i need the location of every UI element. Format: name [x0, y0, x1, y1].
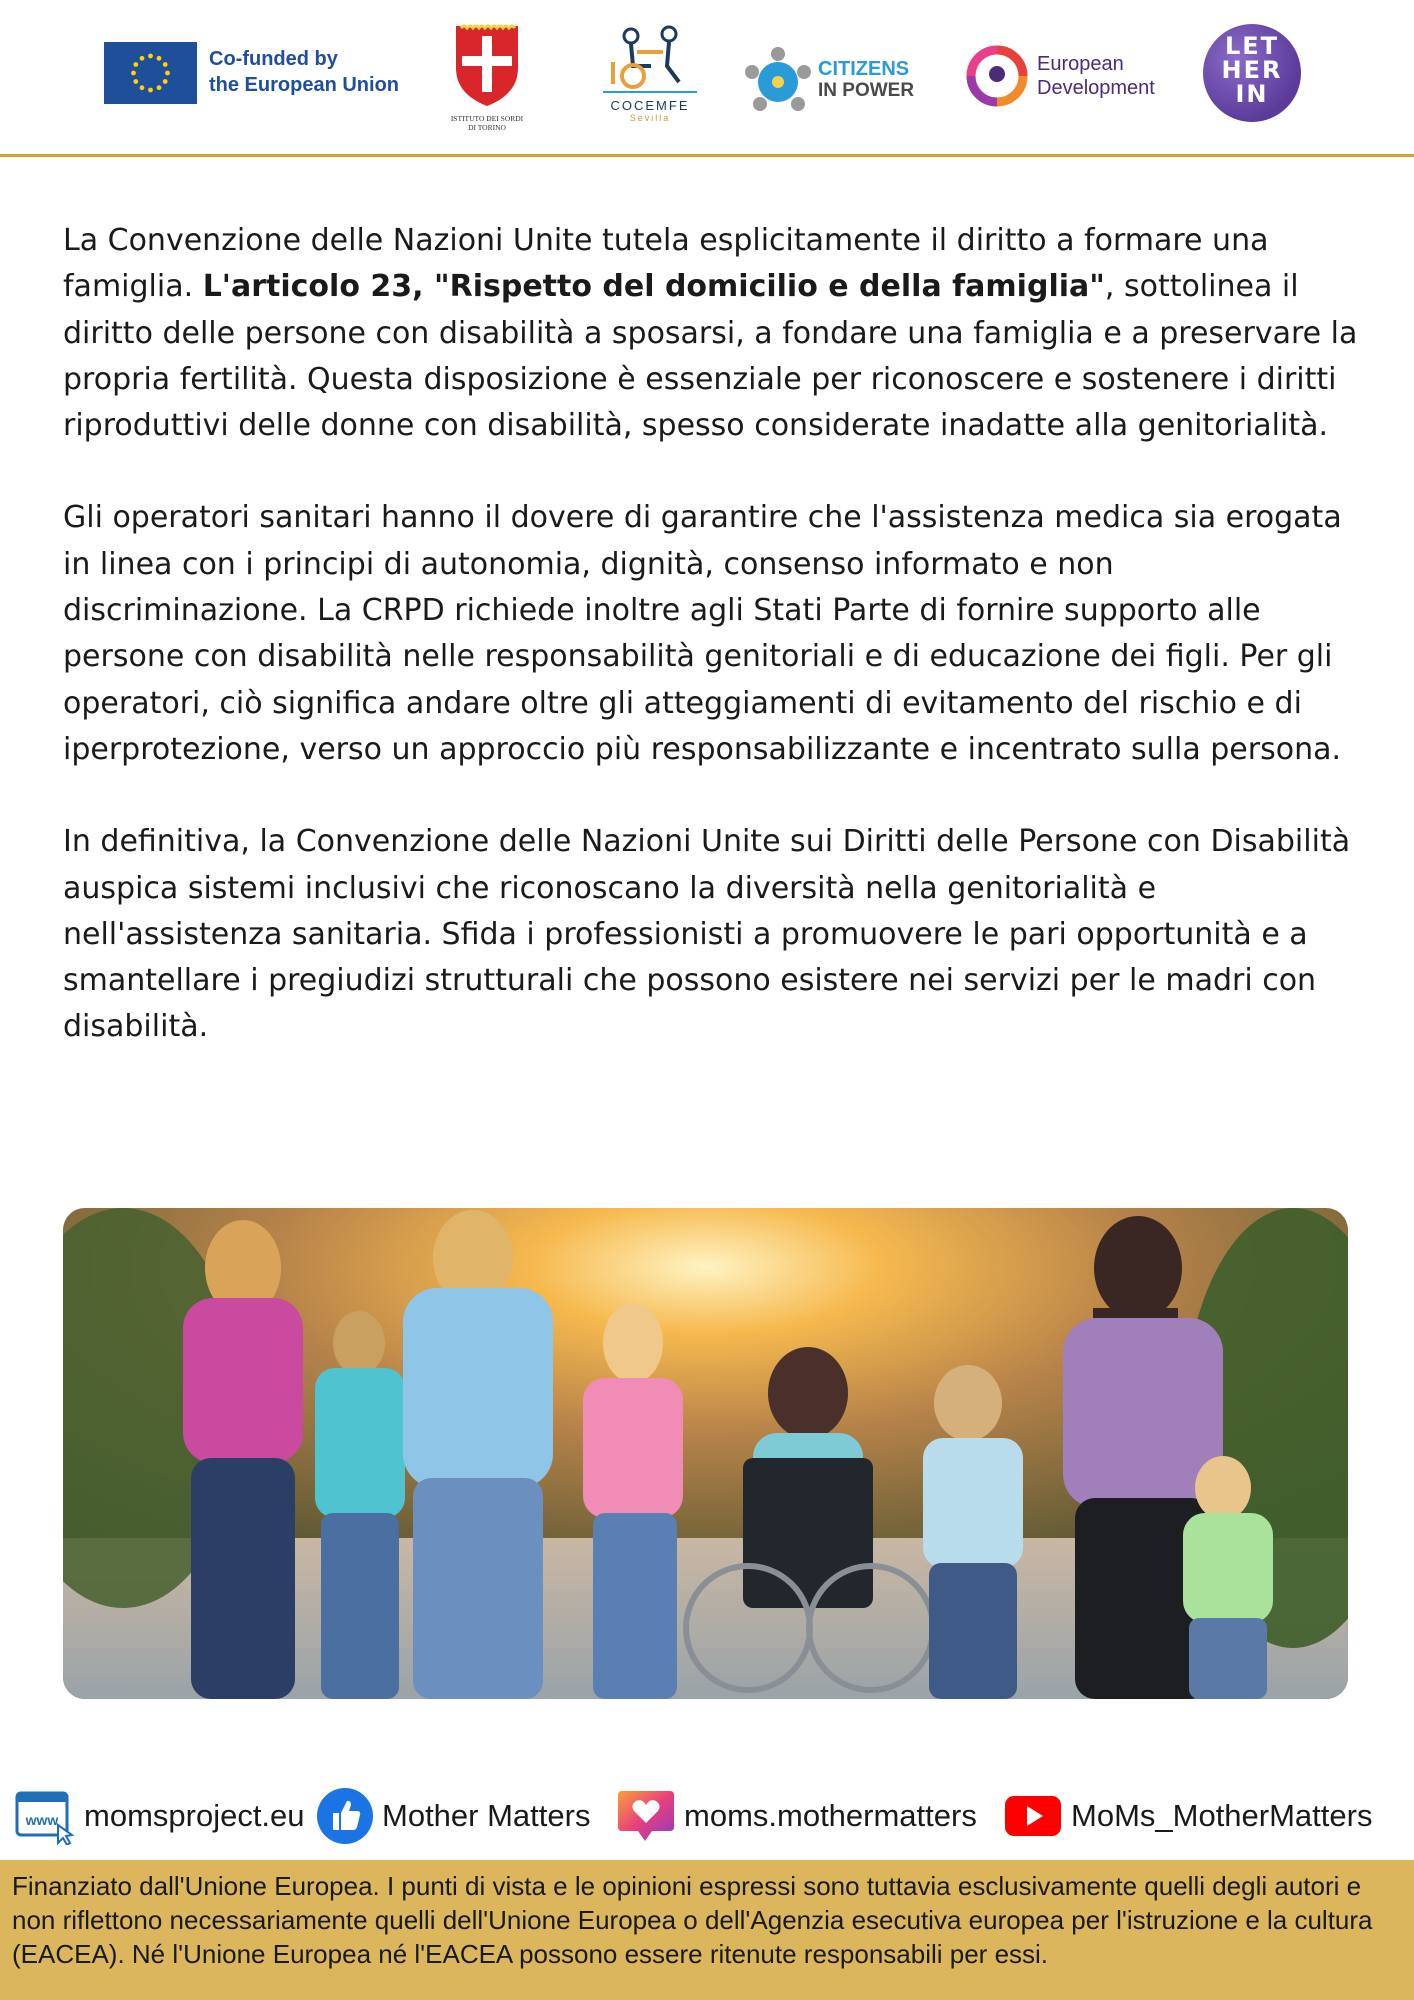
logo-header	[0, 0, 1414, 154]
funding-disclaimer-footer	[0, 1860, 1414, 2000]
disclaimer-text: Finanziato dall'Unione Europea. I punti di vista e le opinioni espressi sono tuttavia esclusivamente quelli degli autori e non riflettono necessariamente quelli dell'Unione Europea o dell'Agenzia esecutiva europea per l'istruzione e la cultura (EACEA). Né l'Unione Europea né l'EACEA possono essere ritenute responsabili per essi.	[12, 1871, 1373, 1969]
heart-chat-icon	[616, 1787, 676, 1845]
cocemfe-logo	[590, 22, 710, 123]
eu-cofunded-text	[209, 46, 399, 98]
paragraph-1-intro: La Convenzione delle Nazioni Unite tutela esplicitamente il diritto a formare una famiglia.	[63, 223, 1269, 305]
shield-cross-icon	[452, 22, 522, 108]
cocemfe-sublabel: Sevilla	[629, 113, 671, 123]
www-icon	[14, 1787, 76, 1845]
website-label: momsproject.eu	[84, 1798, 305, 1833]
molecule-icon	[742, 46, 814, 116]
header-divider	[0, 154, 1414, 157]
citizens-in-power-logo	[742, 46, 922, 116]
youtube-label: MoMs_MotherMatters	[1071, 1798, 1373, 1833]
letherin-line2: HER	[1221, 56, 1283, 84]
people-wheelchair-icon	[595, 22, 705, 94]
let-her-in-logo	[1203, 24, 1301, 122]
eu-text-line2: the European Union	[209, 74, 399, 96]
paragraph-1-rest: , sottolinea il diritto delle persone con disabilità a sposarsi, a fondare una famiglia e a preservare la propria fertilità. Questa disposizione è essenziale per riconoscere e sostenere i diritti riproduttivi delle donne con disabilità, spesso considerate inadatte alla genitorialità.	[63, 269, 1358, 444]
svg-text:www: www	[25, 1812, 59, 1828]
citizens-line2: IN POWER	[818, 80, 915, 101]
cocemfe-label: COCEMFE	[610, 98, 690, 113]
facebook-link[interactable]	[316, 1786, 590, 1846]
eudev-line1: European	[1037, 53, 1124, 75]
thumbs-up-icon	[316, 1787, 374, 1845]
family-photo	[63, 1208, 1348, 1699]
eu-text-line1: Co-funded by	[209, 48, 338, 70]
eudev-line2: Development	[1037, 77, 1155, 99]
eudev-text	[1037, 52, 1155, 100]
eu-flag-icon	[104, 42, 197, 104]
letherin-line1: LET	[1224, 32, 1280, 60]
istituto-caption	[437, 114, 537, 132]
article-23-highlight: L'articolo 23, "Rispetto del domicilio e della famiglia"	[202, 269, 1105, 305]
youtube-link[interactable]	[1003, 1786, 1372, 1846]
paragraph-article-23	[63, 218, 1363, 449]
istituto-caption-line1: ISTITUTO DEI SORDI	[450, 114, 524, 123]
instagram-link[interactable]	[616, 1786, 977, 1846]
main-content	[63, 218, 1363, 1097]
social-links-bar	[0, 1786, 1414, 1846]
istituto-sordi-logo	[437, 22, 537, 132]
website-link[interactable]	[14, 1786, 305, 1846]
people-circle-icon	[965, 44, 1029, 108]
istituto-caption-line2: DI TORINO	[468, 123, 506, 132]
paragraph-conclusion: In definitiva, la Convenzione delle Nazioni Unite sui Diritti delle Persone con Disabilità auspica sistemi inclusivi che riconoscano la diversità nella genitorialità e nell'assistenza sanitaria. Sfida i professionisti a promuovere le pari opportunità e a smantellare i pregiudizi strutturali che possono esistere nei servizi per le madri con disabilità.	[63, 824, 1351, 1045]
letherin-line3: IN	[1235, 80, 1269, 108]
european-development-logo	[965, 44, 1185, 114]
paragraph-health-operators: Gli operatori sanitari hanno il dovere di garantire che l'assistenza medica sia erogata in linea con i principi di autonomia, dignità, consenso informato e non discriminazione. La CRPD richiede inoltre agli Stati Parte di fornire supporto alle persone con disabilità nelle responsabilità genitoriali e di educazione dei figli. Per gli operatori, ciò significa andare oltre gli atteggiamenti di evitamento del rischio e di iperprotezione, verso un approccio più responsabilizzante e incentrato sulla persona.	[63, 500, 1342, 767]
instagram-label: moms.mothermatters	[684, 1798, 977, 1833]
citizens-line1: CITIZENS	[818, 58, 910, 80]
play-icon	[1003, 1794, 1063, 1838]
facebook-label: Mother Matters	[382, 1798, 591, 1833]
